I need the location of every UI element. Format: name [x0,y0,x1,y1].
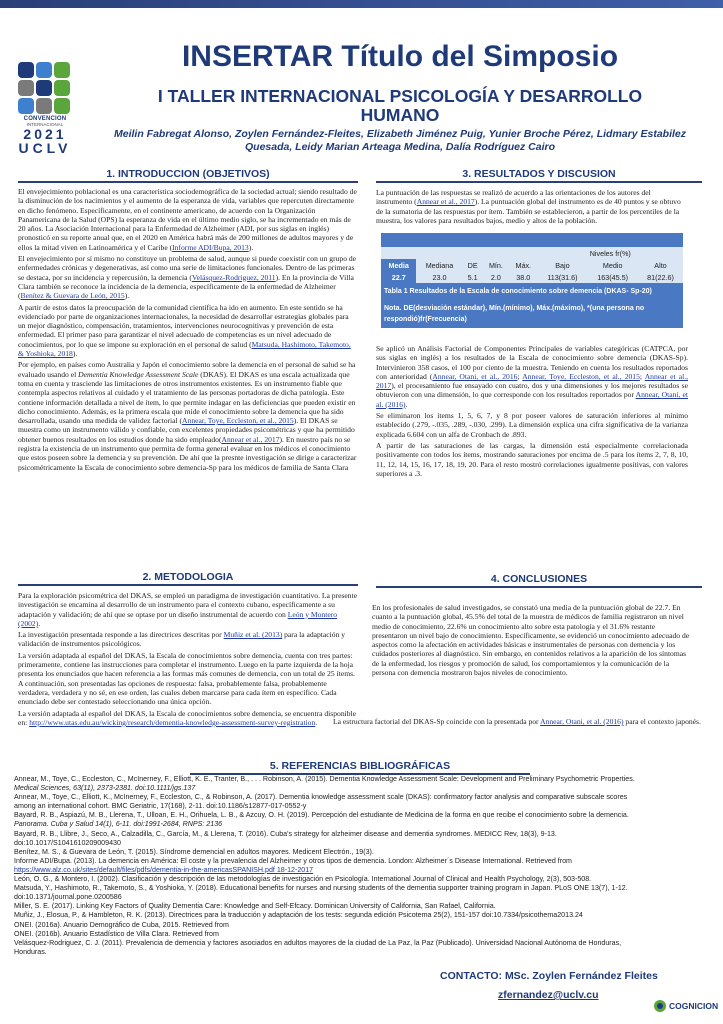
table-caption-row [381,300,683,328]
reference-line: Matsuda, Y., Hashimoto, R., Takemoto, S., & Yoshioka, Y. (2018). Educational benefits for nurses and nursing students of the dementia supporter training program in Japan. PLoS ONE 13(7), 1-12. [14,884,628,893]
logo-tile [18,98,34,114]
reference-url[interactable]: https://www.alz.co.uk/sites/default/files/pdfs/dementia-in-the-americasSPANISH.pdf 18-12-2017 [14,865,314,874]
table-header-cell: Mín. [483,259,509,271]
logo-tile [54,80,70,96]
reference-line: ONEI. (2016a). Anuario Demográfico de Cuba, 2015. Retrieved from [14,920,229,929]
table-header-cell: DE [462,259,482,271]
reference-line: Miller, S. E. (2017). Linking Key Factors of Quality Dementia Care: Knowledge and Self-Efcacy. Dominican University of California, San Rafael, California. [14,902,496,911]
reference-line: doi:10.1017/S1041610209009430 [14,838,121,847]
reference-line: Panorama. Cuba y Salud 14(1), 6-11. doi:1991-2684, RNPS: 2136 [14,820,223,829]
table-cell: 22.7 [381,271,416,283]
results-paragraph: Se aplicó un Análisis Factorial de Componentes Principales de variables categóricas (CATPCA, por sus siglas en inglés) a los resultados de la Escala de conocimiento sobre demencia (DKAS-Sp). Intervinieron 358 casos, el 100 por ciento de la muestra. Teniendo en cuenta los resultados reportados con anterioridad (Annear, Otani, et al., 2016; Annear, Toye, Eccleston, et al., 2015; Annear et al., 2017), el procesamiento fue ensayado con cuatro, dos y una dimensiones y los mejores resultados se obtuvieron con una dimensión, lo que corresponde con los resultados reportados por Annear, Otani, et al. (2016). [376,344,688,409]
table-cell: 113(31.6) [538,271,588,283]
citation-link[interactable]: Annear, Toye, Eccleston, et al., 2015 [522,371,640,381]
table-cell: 81(22.6) [638,271,683,283]
logo-tile [18,62,34,78]
table-header-row [381,259,683,271]
intro-heading: 1. INTRODUCCION (OBJETIVOS) [18,168,358,183]
brain-icon [653,999,667,1013]
table-header-cell: Media [381,259,416,271]
contact-email[interactable]: zfernandez@uclv.cu [498,989,599,1001]
logo-tile [54,98,70,114]
method-body [18,591,358,729]
table-header-cell: Máx. [509,259,538,271]
reference-line: among an international cohort. BMC Geriatric, 17(168), 2-11. doi:10.1186/s12877-017-0552-y [14,802,307,811]
method-paragraph: La versión adaptada al español del DKAS, la Escala de conocimientos sobre demencia, cuenta con tres partes: primeramente, contiene las instrucciones para completar el instrumento. Luego en la parte izquierda de la hoja presenta los enunciados que hacen referencia a las formas más comunes de demencia, con un total de 25 ítems. A continuación, son presentadas las opciones de respuesta: falsa, probablemente falsa, probablemente verdadera, verdadera y no sé, en ese orden, las cuales deben marcarse para cada ítem en específico. Cada enunciado debe ser contestado seleccionando una única opción. [18,650,355,707]
citation-link[interactable]: León y Montero (2002) [18,609,338,628]
reference-line: Annear, M., Toye, C., Eccleston, C., McInerney, F., Elliott, K. E., Tranter, B., . . . Robinson, A. (2015). Dementia Knowledge Assessment Scale: Development and Preliminary Psychometric Properties. [14,775,635,783]
reference-line: Benítez, M. S., & Guevara de León, T. (2015). Síndrome demencial en adultos mayores. Medicent Electrón., 19(3). [14,847,374,856]
citation-link[interactable]: Benítez & Guevara de León, 2015 [20,291,125,301]
conclusions-paragraph: En los profesionales de salud investigados, se constató una media de la puntuación global de 22.7. En cuanto a la puntuación global, 45.5% del total de la muestra de médicos de familia registraron un nivel medio de conocimiento, 22.6% un conocimiento alto sobre esta patología y el 31.6% restante presentaron un nivel bajo de conocimiento. Específicamente, se evidenció un conocimiento adecuado de aspectos como la afectación en actividades básicas e instrumentales de personas con demencia y los cuidados posteriores al diagnóstico. Sin embargo, en contenidos relativos a la aparición de los síntomas de la enfermedad, los riesgos y promoción de salud, los comportamientos y la comunicación de la persona con demencia mostraron bajos niveles de conocimiento. [372,603,690,678]
reference-line: ONEI. (2016b). Anuario Estadístico de Villa Clara. Retrieved from [14,929,219,938]
intro-paragraph: Por ejemplo, en países como Australia y Japón el conocimiento sobre la demencia en el personal de salud se ha evaluado usando el Dementia Knowledge Assessment Scale (DKAS). El DKAS es una escala actualizada que toma en cuenta y trasciende las limitaciones de otros instrumentos existentes. Es un instrumento fiable que contempla aspectos relativos al cuidado y el tratamiento de las personas portadoras de dicha patología. Este contiene información detallada a nivel de ítem, lo que permite indagar en las deficiencias que pueden existir en dicho conocimiento. Además, es la primera escala que mide el conocimiento sobre la demencia que ha sido desarrollada, usando una medida de validez factorial (Annear, Toye, Eccleston, et al., 2015). El DKAS se muestra como un instrumento válido y confiable, con excelentes propiedades psicométricas y que ha permitido obtener buenos resultados en los estudios donde ha sido empleado(Annear et al., 2017). En nuestro país no se registra la existencia de un instrumento que permita de forma general evaluar en los médicos el conocimiento que estos poseen sobre la demencia y su prevención. De ahí que la presnte investigación se dirige a caracterizar psicométricamente la Escala de conocimiento sobre demencia-Sp para los médicos de familia de Santa Clara [18,360,357,472]
reference-line: Annear, M., Toye, C., Elliott, K., McInerney, F., Eccleston, C., & Robinson, A. (2017). Dementia knowledge assessment scale (DKAS): confirmatory factor analysis and comparative subscale scores [14,793,628,802]
intro-paragraph: A partir de estos datos la preocupación de la comunidad científica ha ido en aumento. En este sentido se ha evidenciado por parte de organizaciones internacionales, la necesidad de desarrollar estrategias globales para un mejor diagnóstico, compensación, tratamientos, intervenciones neurocognitivas y prevención de esta enfermedad. El primer paso para garantizar el nivel adecuado de competencias es un nivel adecuado de conocimientos, por lo que se impone su exploración en el personal de salud (Matsuda, Hashimoto, Takemoto, & Yoshioka, 2018). [18,302,351,359]
reference-list [14,775,714,957]
intro-body [18,187,358,474]
logo-tile [18,80,34,96]
logo-tile [36,62,52,78]
table-row [381,271,683,283]
reference-line: Honduras. [14,947,47,956]
method-paragraph: La versión adaptada al español del DKAS, la Escala de conocimientos sobre demencia, se encuentra disponible en: http://www.utas.edu.au/wicking/research/dementia-knowledge-assessment-survey-registration. [18,708,357,727]
citation-link[interactable]: Annear, Otani, et al. (2016) [540,717,624,726]
table-row [381,247,683,259]
reference-line: Medical Sciences, 63(11), 2373-2381. doi:10.1111/jgs.137 [14,784,196,793]
logo-internacional: INTERNACIONAL [26,122,64,127]
logo-tile [54,62,70,78]
table-header-cell: Alto [638,259,683,271]
citation-link[interactable]: Annear, Toye, Eccleston, et al., 2015 [182,416,294,426]
method-paragraph: La investigación presentada responde a las directrices descritas por Muñiz et al. (2013) para la adaptación y validación de instrumentos psicológicos. [18,630,346,649]
table-cell: 23.0 [416,271,462,283]
logo-year: 2021 [23,126,67,142]
cognicion-logo [653,996,719,1016]
table-cell: 38.0 [509,271,538,283]
conclusions-factorial: La estructura factorial del DKAS-Sp coincide con la presentada por Annear, Otani, et al. (2016) para el contexto japonés. [333,717,701,726]
table-cell: 163(45.5) [587,271,638,283]
table-row [381,233,683,247]
reference-line: Bayard, R. B., Llibre, J., Seco, A., Calzadilla, C., García, M., & Llerena, T. (2016). Cuba's strategy for alzheimer disease and dementia syndromes. MEDICC Rev, 18(3), 9-13. [14,829,557,838]
results-table [381,233,683,328]
results-paragraph: La puntuación de las respuestas se realizó de acuerdo a las orientaciones de los autores del instrumento (Annear et al., 2017). La puntuación global del instrumento es de 40 puntos y se obtuvo de la sumatoria de las respuestas por ítem. También se establecieron, a partir de los percentiles de la muestra, los valores para resultados bajos, medio y altos de la población. [376,188,681,225]
results-intro [376,188,688,227]
citation-link[interactable]: Annear et al., 2017 [221,434,280,444]
table-cell: 2.0 [483,271,509,283]
citation-link[interactable]: Annear, Otani, et al. (2016) [376,390,688,409]
citation-link[interactable]: Muñiz et al. (2013) [223,630,283,640]
results-paragraph: Se eliminaron los ítems 1, 5, 6, 7, y 8 por poseer valores de saturación inferiores al mínimo establecido (.279, -.035, .289, -.030, .299). La dimensión explica una cifra significativa de la varianza explicada 6.604 con un alfa de Cronbach de .893. [376,411,688,439]
author-list: Meilin Fabregat Alonso, Zoylen Fernández-Fleites, Elizabeth Jiménez Puig, Yunier Broche Pérez, Lidmary Estabilez Quesada, Leidy Marian Arteaga Medina, Dalía Rodríguez Cairo [114,128,686,153]
survey-link[interactable]: http://www.utas.edu.au/wicking/research/dementia-knowledge-assessment-survey-registration [29,717,316,727]
table-header-cell: Bajo [538,259,588,271]
conclusions-heading: 4. CONCLUSIONES [376,573,702,588]
logo-tiles [18,62,72,114]
results-paragraph: A partir de las saturaciones de las cargas, la dimensión está especialmente correlacionada positivamente con todos los ítems, mostrando saturaciones por encima de .5 para los ítems 2, 7, 8, 10, 11, 12, 14, 15, 16, 17, 18, 19, 20. Para el resto mostró correlaciones igualmente positivas, con valores superiores a .3. [376,440,688,478]
citation-link[interactable]: Informe ADI/Bupa, 2013 [172,242,249,252]
conclusions-body [372,603,692,679]
logo-convencion: CONVENCION [23,116,67,122]
logo-tile [36,80,52,96]
intro-paragraph: El envejecimiento por sí mismo no constituye un problema de salud, aunque si puede coexistir con un grupo de enfermedades crónicas y degenerativas, así como una serie de limitaciones funcionales. Dentro de las primeras se destaca, por su incidencia y repercusión, la demencia (Velásquez-Rodriguez, 2011). En la provincia de Villa Clara también se reconoce la incidencia de la demencia, específicamente de la enfermedad de Alzheimer (Benítez & Guevara de León, 2015). [18,254,357,301]
table-caption-row [381,283,683,300]
intro-paragraph: El envejecimiento poblacional es una característica sociodemográfica de la sociedad actual; siendo resultado de la disminución de los nacimientos y el aumento de la esperanza de vida, variables que repercuten directamente en dicho fenómeno. Específicamente, en el continente americano, de acuerdo con la Organización Panamericana de la Salud (OPS) la esperanza de vida en el último medio siglo, se ha incrementado en más de 20 años. La Asociación Internacional para la Enfermedad de Alzheimer (ADI, por sus siglas en inglés) pronosticó en su reporte anual que, en el 2020 en América habrá más de 200 millones de adultos mayores y de ellos la mitad viven en Latinoamérica y el Caribe (Informe ADI/Bupa, 2013). [18,187,357,252]
table-note: Nota. DE(desviación estándar), Mín.(mínimo), Máx.(máximo), *(una persona no respondió)fr(Frecuencia) [381,300,683,328]
reference-line: León, O. G., & Montero, I. (2002). Clasificación y descripción de las metodologías de investigación en Psicología. International Journal of Clinical and Health Psychology, 2(3), 503-508. [14,875,592,884]
reference-line: Velásquez-Rodriguez, C. J. (2011). Prevalencia de demencia y factores asociados en adultos mayores de la ciudad de La Paz, la Paz (Publicado). Universidad Nacional Autónoma de Honduras, [14,938,622,947]
results-heading: 3. RESULTADOS Y DISCUSION [376,168,702,183]
citation-link[interactable]: Annear et al., 2017 [416,197,475,207]
reference-line: Muñiz, J., Elosua, P., & Hambleton, R. K. (2013). Directrices para la traducción y adaptación de los tests: segunda edición Psicotema 25(2), 151-157 doi:10.7334/psicothema2013.24 [14,911,583,920]
citation-link[interactable]: Annear et al., 2017 [376,371,688,391]
table-header-cell: Medio [587,259,638,271]
table-cell [381,247,538,259]
method-heading: 2. METODOLOGIA [18,571,358,586]
table-caption: Tabla 1 Resultados de la Escala de conocimiento sobre demencia (DKAS- Sp-20) [381,283,683,300]
references-heading: 5. REFERENCIAS BIBLIOGRÁFICAS [190,760,530,775]
reference-line: Informe ADI/Bupa. (2013). La demencia en América: El coste y la prevalencia del Alzheimer y otros tipos de demencia. London: Alzheimer´s Disease International. Retrieved from [14,856,572,865]
reference-line: doi:10.1371/journal.pone.0200586 [14,893,122,902]
results-body [376,344,688,480]
logo-uclv: UCLV [18,140,72,156]
poster-subtitle: I TALLER INTERNACIONAL PSICOLOGÍA Y DESARROLLO HUMANO [157,86,643,125]
reference-line: Bayard, R. B., Aspiazú, M. B., Llerena, T., Ulloan, E. H., Orihuela, L. B., & Azcuy, O. H. (2019). Percepción del estudiante de Medicina de la forma en que recibe el conocimiento sobre la demencia. [14,811,629,820]
convention-logo [14,62,76,155]
method-paragraph: Para la exploración psicométrica del DKAS, se empleó un paradigma de investigación cuantitativo. La presente investigación se encamina al desarrollo de un instrumento para el contexto cubano, específicamente a su adaptación y validación; de ahí que se optase por un diseño instrumental de acuerdo con León y Montero (2002). [18,591,358,628]
logo-tile [36,98,52,114]
top-banner [0,0,723,8]
table-cell: 5.1 [462,271,482,283]
citation-link[interactable]: Velásquez-Rodriguez, 2011 [191,272,276,282]
citation-link[interactable]: Annear, Otani, et al., 2016 [432,371,518,381]
table-header-cell: Mediana [416,259,462,271]
poster-title: INSERTAR Título del Simposio [181,40,619,73]
contact-label: CONTACTO: MSc. Zoylen Fernández Fleites [440,970,658,982]
cognicion-text: COGNICION [669,1001,719,1011]
citation-link[interactable]: Matsuda, Hashimoto, Takemoto, & Yoshioka, 2018 [18,339,351,359]
table-cell [381,233,683,247]
niveles-header: Niveles fr(%) [589,248,631,258]
